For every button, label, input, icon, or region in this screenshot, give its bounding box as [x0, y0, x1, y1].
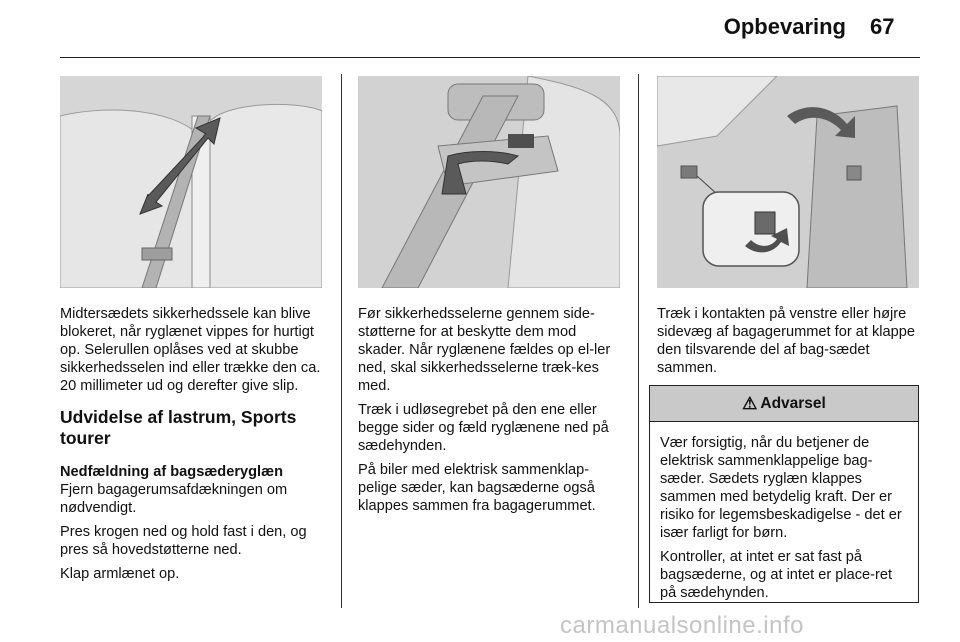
warning-triangle-icon: ⚠: [742, 393, 758, 413]
column-1-text: [60, 305, 330, 589]
figure-cargo-switch: [657, 76, 919, 288]
watermark: carmanualsonline.info: [560, 612, 804, 639]
sub-heading-fold-seatback: Nedfældning af bagsæderyglæn: [60, 464, 283, 480]
header-rule: [60, 57, 920, 58]
warning-title: Advarsel: [760, 394, 826, 412]
section-heading-cargo-expansion: Udvidelse af lastrum, Sports tourer: [60, 407, 297, 448]
paragraph-electric-fold: På biler med elektrisk sammenklap-pelige sæder, kan bagsæderne også klappes sammen fra bagagerummet.: [358, 462, 596, 514]
paragraph-center-belt: Midtersædets sikkerhedssele kan blive blokeret, når ryglænet vippes for hurtigt op. Selerullen oplåses ved at skubbe sikkerhedsselen ind eller trække den ca. 20 millimeter ud og derefter give slip.: [60, 306, 321, 394]
paragraph-remove-cover: Fjern bagagerumsafdækningen om nødvendigt.: [60, 482, 288, 516]
paragraph-belt-guides: Før sikkerhedsselerne gennem side-støtterne for at beskytte dem mod skader. Når ryglænene fældes op el-ler ned, skal sikkerhedsselerne træk-kes med.: [358, 306, 611, 394]
warning-paragraph-1: Vær forsigtig, når du betjener de elektrisk sammenklappelige bag-sæder. Sædets ryglæn klappes sammen med betydelig kraft. Der er risiko for legemsbeskadigelse - det er især farligt for børn.: [660, 435, 902, 541]
warning-paragraph-2: Kontroller, at intet er sat fast på bagsæderne, og at intet er place-ret på sædehynden.: [660, 549, 893, 601]
column-2-text: [358, 305, 624, 521]
column-divider-2: [638, 74, 639, 608]
warning-box: [649, 385, 919, 603]
paragraph-press-hook: Pres krogen ned og hold fast i den, og pres så hovedstøtterne ned.: [60, 524, 307, 558]
column-divider-1: [341, 74, 342, 608]
page-header-title: Opbevaring: [723, 14, 846, 39]
paragraph-armrest: Klap armlænet op.: [60, 566, 180, 582]
paragraph-release-lever: Træk i udløsegrebet på den ene eller begge sider og fæld ryglænene ned på sædehynden.: [358, 402, 609, 454]
page-number: 67: [870, 14, 895, 39]
warning-header: [650, 386, 918, 422]
figure-center-seat-belt: [60, 76, 322, 288]
column-3-text: [657, 305, 921, 383]
paragraph-cargo-switch: Træk i kontakten på venstre eller højre sidevæg af bagagerummet for at klappe den tilsvarende del af bag-sædet sammen.: [657, 306, 915, 376]
figure-seat-belt-guide: [358, 76, 620, 288]
warning-body: [650, 422, 918, 602]
